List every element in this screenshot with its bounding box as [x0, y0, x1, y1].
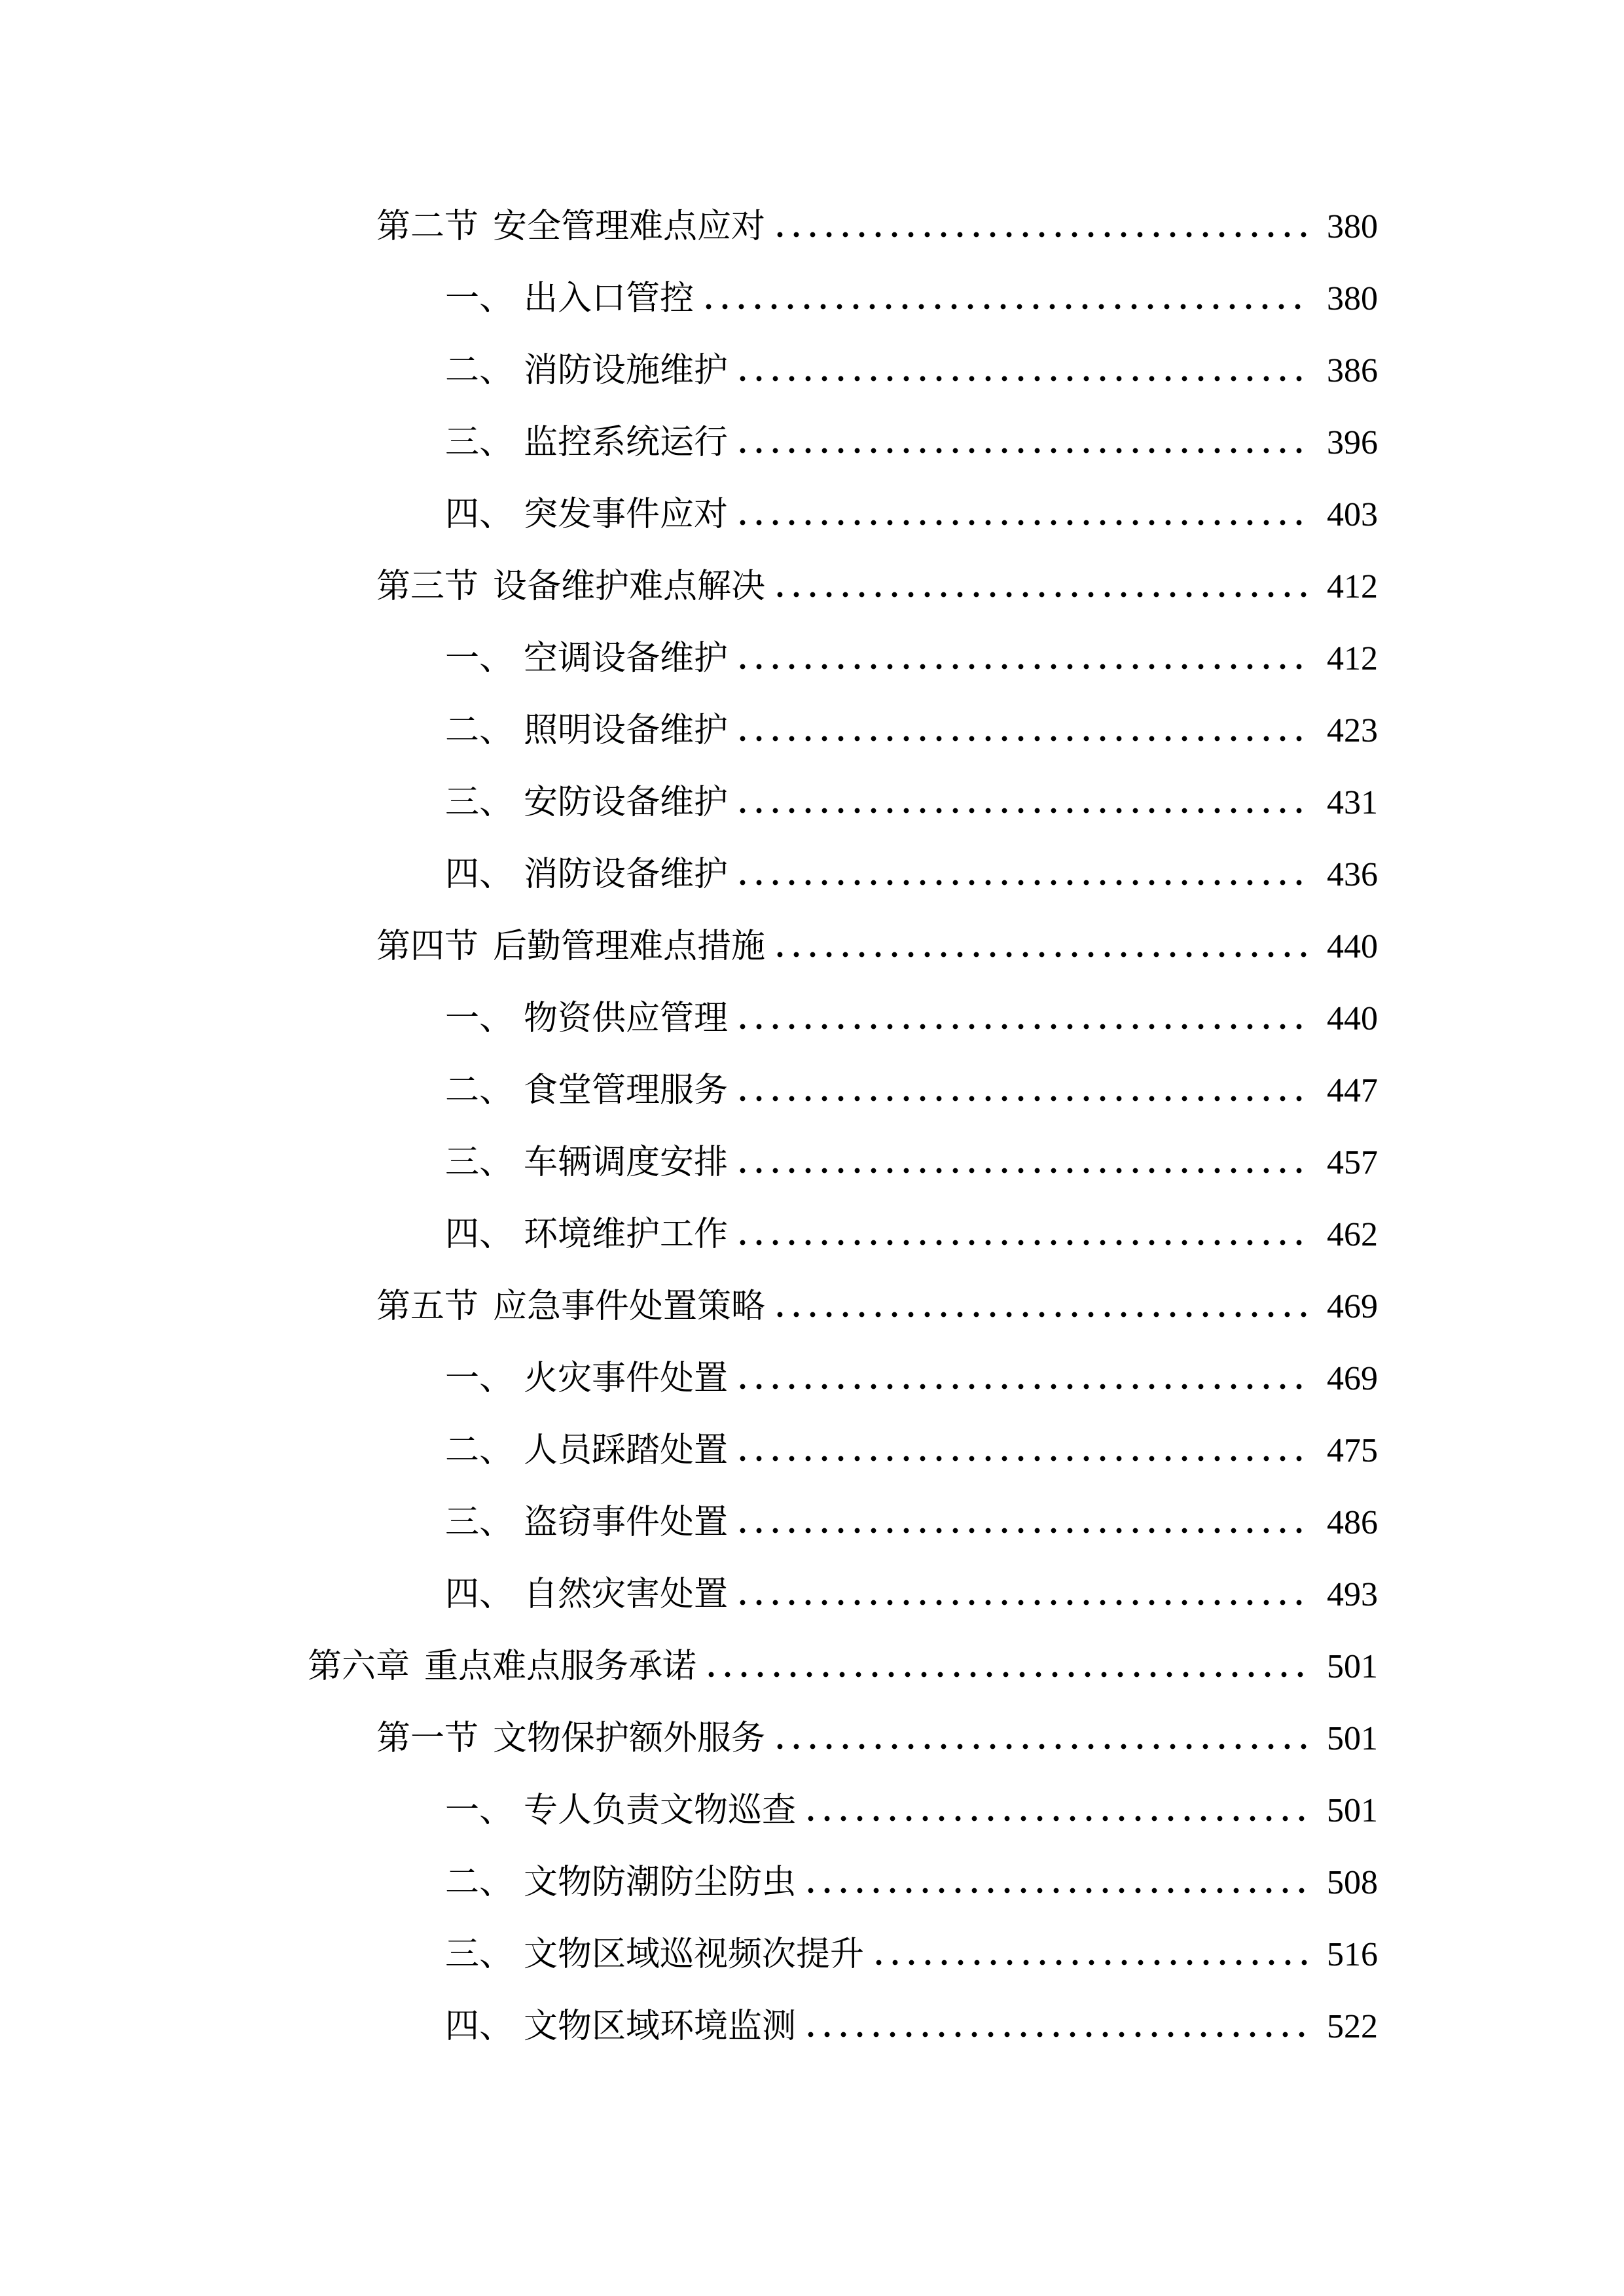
dot-leader [734, 448, 1308, 454]
toc-entry-page-number: 462 [1327, 1216, 1378, 1253]
toc-entry-title: 火灾事件处置 [524, 1360, 729, 1397]
toc-entry-label: 第二节 [376, 208, 479, 245]
toc-entry-item[interactable] [308, 407, 1378, 479]
toc-entry-item[interactable] [308, 839, 1378, 911]
dot-leader [734, 1456, 1308, 1462]
toc-entry-label: 三、 [445, 784, 514, 821]
dot-leader [700, 304, 1308, 310]
toc-entry-item[interactable] [308, 623, 1378, 695]
toc-entry-chapter[interactable] [308, 1631, 1378, 1703]
toc-entry-label: 三、 [445, 1504, 514, 1541]
toc-entry-title: 人员踩踏处置 [524, 1432, 729, 1469]
toc-entry-page-number: 501 [1327, 1792, 1378, 1829]
toc-entry-title: 后勤管理难点措施 [493, 928, 766, 965]
toc-entry-item[interactable] [308, 1775, 1378, 1847]
toc-entry-label: 一、 [445, 1000, 514, 1037]
toc-entry-item[interactable] [308, 1199, 1378, 1271]
toc-entry-label: 三、 [445, 1936, 514, 1973]
toc-entry-item[interactable] [308, 479, 1378, 551]
toc-entry-label: 二、 [445, 1072, 514, 1109]
toc-entry-title: 环境维护工作 [524, 1216, 729, 1253]
toc-entry-label: 一、 [445, 640, 514, 677]
toc-entry-title: 文物防潮防尘防虫 [524, 1864, 797, 1901]
toc-entry-label: 二、 [445, 1864, 514, 1901]
toc-entry-section[interactable] [308, 911, 1378, 983]
toc-entry-label: 四、 [445, 496, 514, 533]
dot-leader [734, 1024, 1308, 1030]
dot-leader [772, 952, 1308, 958]
toc-entry-label: 一、 [445, 1360, 514, 1397]
toc-entry-page-number: 380 [1327, 208, 1378, 245]
toc-entry-label: 四、 [445, 2008, 514, 2045]
toc-entry-title: 文物区域巡视频次提升 [524, 1936, 865, 1973]
toc-entry-title: 文物区域环境监测 [524, 2008, 797, 2045]
dot-leader [734, 1528, 1308, 1534]
toc-entry-page-number: 436 [1327, 856, 1378, 893]
toc-entry-title: 车辆调度安排 [524, 1144, 729, 1181]
toc-entry-page-number: 516 [1327, 1936, 1378, 1973]
dot-leader [734, 664, 1308, 670]
toc-entry-label: 第三节 [376, 568, 479, 605]
toc-entry-title: 专人负责文物巡查 [524, 1792, 797, 1829]
toc-entry-title: 食堂管理服务 [524, 1072, 729, 1109]
dot-leader [734, 1384, 1308, 1390]
dot-leader [734, 1168, 1308, 1174]
toc-entry-item[interactable] [308, 767, 1378, 839]
toc-entry-title: 物资供应管理 [524, 1000, 729, 1037]
toc-entry-title: 应急事件处置策略 [493, 1288, 766, 1325]
dot-leader [803, 1888, 1308, 1893]
toc-entry-label: 四、 [445, 1216, 514, 1253]
toc-entry-item[interactable] [308, 1055, 1378, 1127]
toc-entry-label: 二、 [445, 712, 514, 749]
toc-entry-item[interactable] [308, 1559, 1378, 1631]
toc-entry-title: 突发事件应对 [524, 496, 729, 533]
toc-entry-label: 第五节 [376, 1288, 479, 1325]
toc-entry-title: 自然灾害处置 [524, 1576, 729, 1613]
toc-entry-page-number: 447 [1327, 1072, 1378, 1109]
toc-entry-title: 出入口管控 [524, 280, 695, 317]
toc-entry-item[interactable] [308, 263, 1378, 335]
toc-entry-section[interactable] [308, 551, 1378, 623]
toc-entry-label: 四、 [445, 1576, 514, 1613]
toc-entry-page-number: 440 [1327, 928, 1378, 965]
toc-entry-page-number: 457 [1327, 1144, 1378, 1181]
toc-list [308, 191, 1378, 2063]
toc-entry-section[interactable] [308, 191, 1378, 263]
toc-entry-label: 三、 [445, 424, 514, 461]
toc-entry-page-number: 493 [1327, 1576, 1378, 1613]
toc-entry-item[interactable] [308, 1847, 1378, 1919]
toc-entry-page-number: 440 [1327, 1000, 1378, 1037]
dot-leader [703, 1672, 1308, 1677]
toc-entry-item[interactable] [308, 1487, 1378, 1559]
dot-leader [734, 736, 1308, 742]
dot-leader [734, 520, 1308, 526]
toc-entry-title: 安全管理难点应对 [493, 208, 766, 245]
toc-entry-title: 空调设备维护 [524, 640, 729, 677]
dot-leader [871, 1960, 1308, 1965]
toc-entry-title: 消防设施维护 [524, 352, 729, 389]
toc-entry-section[interactable] [308, 1271, 1378, 1343]
toc-entry-title: 设备维护难点解决 [493, 568, 766, 605]
toc-entry-item[interactable] [308, 1919, 1378, 1991]
dot-leader [734, 808, 1308, 814]
dot-leader [734, 376, 1308, 382]
toc-entry-page-number: 469 [1327, 1288, 1378, 1325]
toc-entry-title: 安防设备维护 [524, 784, 729, 821]
toc-entry-label: 一、 [445, 280, 514, 317]
dot-leader [803, 2032, 1308, 2037]
toc-entry-title: 消防设备维护 [524, 856, 729, 893]
toc-entry-page-number: 403 [1327, 496, 1378, 533]
dot-leader [772, 592, 1308, 598]
dot-leader [772, 1312, 1308, 1318]
toc-entry-item[interactable] [308, 1991, 1378, 2063]
dot-leader [734, 1240, 1308, 1246]
toc-entry-item[interactable] [308, 1343, 1378, 1415]
dot-leader [734, 1096, 1308, 1102]
toc-entry-label: 第六章 [308, 1648, 410, 1685]
dot-leader [803, 1816, 1308, 1821]
toc-entry-item[interactable] [308, 983, 1378, 1055]
toc-entry-page-number: 412 [1327, 640, 1378, 677]
toc-entry-label: 四、 [445, 856, 514, 893]
toc-entry-label: 第一节 [376, 1720, 479, 1757]
dot-leader [772, 232, 1308, 238]
dot-leader [734, 1600, 1308, 1605]
dot-leader [734, 880, 1308, 886]
toc-entry-page-number: 486 [1327, 1504, 1378, 1541]
toc-entry-page-number: 431 [1327, 784, 1378, 821]
toc-entry-title: 文物保护额外服务 [493, 1720, 766, 1757]
toc-entry-page-number: 469 [1327, 1360, 1378, 1397]
toc-entry-item[interactable] [308, 1415, 1378, 1487]
toc-entry-page-number: 501 [1327, 1648, 1378, 1685]
toc-entry-title: 照明设备维护 [524, 712, 729, 749]
dot-leader [772, 1744, 1308, 1749]
toc-entry-item[interactable] [308, 335, 1378, 407]
toc-entry-label: 二、 [445, 1432, 514, 1469]
toc-entry-item[interactable] [308, 695, 1378, 767]
toc-entry-label: 三、 [445, 1144, 514, 1181]
toc-entry-item[interactable] [308, 1127, 1378, 1199]
toc-entry-page-number: 501 [1327, 1720, 1378, 1757]
toc-entry-title: 重点难点服务承诺 [424, 1648, 697, 1685]
toc-entry-page-number: 380 [1327, 280, 1378, 317]
toc-entry-page-number: 475 [1327, 1432, 1378, 1469]
toc-entry-page-number: 386 [1327, 352, 1378, 389]
toc-entry-title: 盗窃事件处置 [524, 1504, 729, 1541]
toc-entry-page-number: 508 [1327, 1864, 1378, 1901]
toc-entry-label: 第四节 [376, 928, 479, 965]
toc-entry-page-number: 522 [1327, 2008, 1378, 2045]
toc-entry-title: 监控系统运行 [524, 424, 729, 461]
toc-entry-label: 二、 [445, 352, 514, 389]
toc-entry-label: 一、 [445, 1792, 514, 1829]
toc-entry-page-number: 412 [1327, 568, 1378, 605]
toc-entry-page-number: 396 [1327, 424, 1378, 461]
toc-entry-section[interactable] [308, 1703, 1378, 1775]
toc-entry-page-number: 423 [1327, 712, 1378, 749]
